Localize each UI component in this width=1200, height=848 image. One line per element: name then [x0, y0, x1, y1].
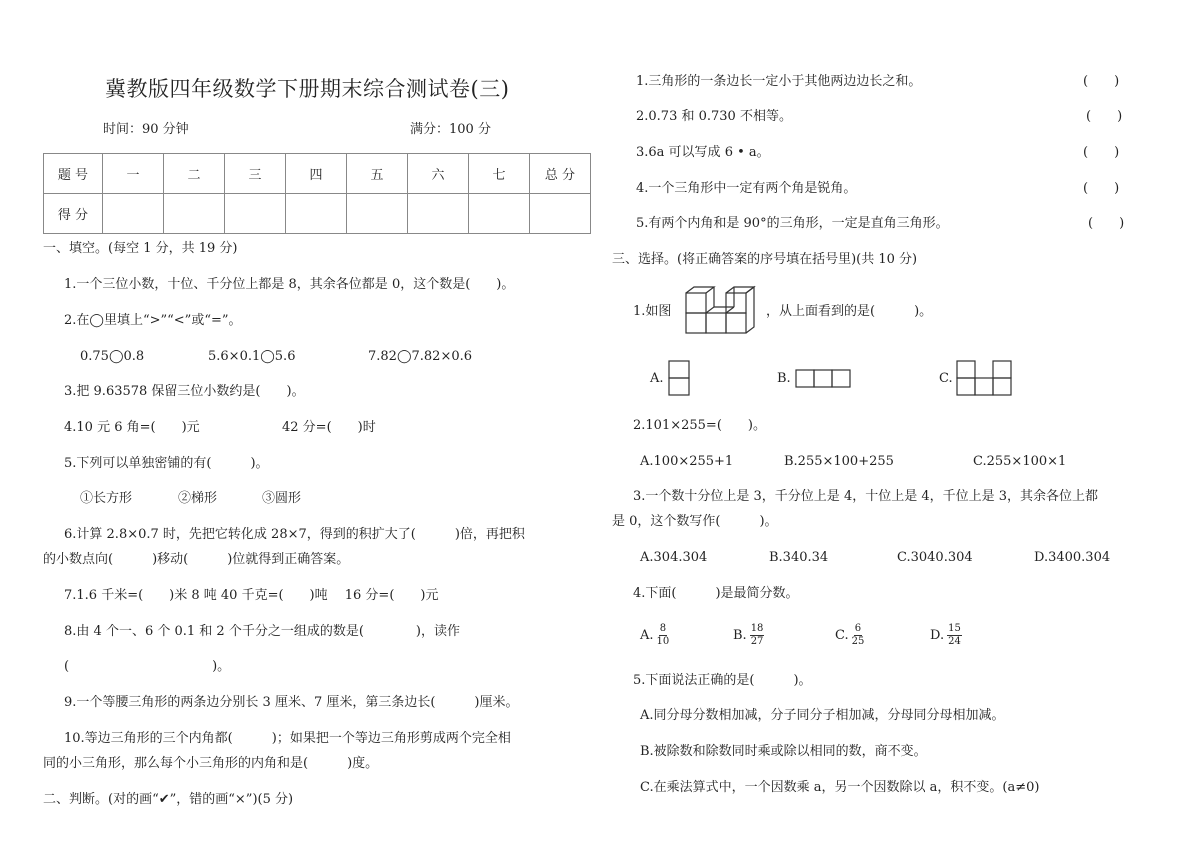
choice-option[interactable] [640, 623, 669, 648]
exam-full-score: 满分：100 分 [410, 122, 491, 137]
answer-paren[interactable]: ( ) [1088, 216, 1125, 231]
fraction-denominator: 24 [948, 636, 961, 647]
choice-option[interactable]: B.被除数和除数同时乘或除以相同的数，商不变。 [640, 744, 927, 759]
question-text: 1.如图 [633, 304, 672, 319]
choice-option[interactable]: C.255×100×1 [973, 454, 1067, 469]
option-b-figure [795, 369, 851, 388]
fraction-numerator: 8 [659, 623, 667, 634]
question-text: 2.101×255=( )。 [633, 418, 766, 433]
score-table-cell: 七 [469, 154, 530, 194]
choice-option[interactable]: B.340.34 [769, 550, 829, 565]
score-table-cell: 得 分 [44, 194, 103, 234]
score-table-cell: 四 [286, 154, 347, 194]
answer-paren[interactable]: ( ) [1083, 181, 1120, 196]
question-text: ( )。 [64, 659, 231, 674]
choice-option[interactable]: C.3040.304 [897, 550, 973, 565]
question-text: 3.把 9.63578 保留三位小数约是( )。 [64, 384, 305, 399]
score-table-cell: 总 分 [530, 154, 591, 194]
answer-paren[interactable]: ( ) [1086, 109, 1123, 124]
question-text: 9.一个等腰三角形的两条边分别长 3 厘米、7 厘米，第三条边长( )厘米。 [64, 695, 519, 710]
score-table-cell: 三 [225, 154, 286, 194]
cube-figure-icon [686, 287, 758, 335]
question-option: ②梯形 [178, 491, 218, 506]
choice-option[interactable] [835, 623, 864, 648]
question-text: 7.1.6 千米=( )米 8 吨 40 千克=( )吨 16 分=( )元 [64, 588, 439, 603]
answer-paren[interactable]: ( ) [1083, 74, 1120, 89]
option-c-figure [956, 360, 1014, 397]
score-input-cell[interactable] [469, 194, 530, 234]
score-input-cell[interactable] [347, 194, 408, 234]
fraction-denominator: 25 [851, 636, 865, 647]
fraction-numerator: 6 [854, 623, 862, 634]
score-table-header-row [44, 154, 591, 194]
score-table-cell: 题 号 [44, 154, 103, 194]
question-text: 42 分=( )时 [282, 420, 376, 435]
question-text: 6.计算 2.8×0.7 时，先把它转化成 28×7，得到的积扩大了( )倍，再把积 [64, 527, 525, 542]
judge-item: 5.有两个内角和是 90°的三角形，一定是直角三角形。 [636, 216, 949, 231]
choice-option[interactable] [733, 623, 764, 648]
option-letter: B. [733, 628, 747, 643]
choice-option[interactable]: A.同分母分数相加减，分子同分子相加减，分母同分母相加减。 [640, 708, 1005, 723]
section-heading-judge: 二、判断。(对的画“✔”，错的画“×”)(5 分) [43, 792, 294, 807]
judge-item: 2.0.73 和 0.730 不相等。 [636, 109, 792, 124]
fraction [947, 623, 962, 648]
choice-option[interactable]: A.304.304 [640, 550, 708, 565]
score-input-cell[interactable] [225, 194, 286, 234]
question-option: 0.75◯0.8 [80, 349, 145, 364]
question-text: 8.由 4 个一、6 个 0.1 和 2 个千分之一组成的数是( )，读作 [64, 624, 460, 639]
score-table-score-row [44, 194, 591, 234]
answer-paren[interactable]: ( ) [1083, 145, 1120, 160]
score-input-cell[interactable] [164, 194, 225, 234]
option-letter: D. [930, 628, 945, 643]
section-heading-fill: 一、填空。(每空 1 分，共 19 分) [43, 241, 238, 256]
option-label: B. [777, 371, 791, 386]
section-heading-choice: 三、选择。(将正确答案的序号填在括号里)(共 10 分) [612, 252, 918, 267]
score-table-cell: 二 [164, 154, 225, 194]
choice-option[interactable] [930, 623, 962, 648]
question-text: 10.等边三角形的三个内角都( )；如果把一个等边三角形剪成两个完全相 [64, 731, 511, 746]
score-table-cell: 五 [347, 154, 408, 194]
option-a-figure [668, 360, 690, 396]
score-input-cell[interactable] [286, 194, 347, 234]
question-text: 的小数点向( )移动( )位就得到正确答案。 [43, 552, 350, 567]
score-input-cell[interactable] [530, 194, 591, 234]
question-text: 是 0，这个数写作( )。 [612, 514, 778, 529]
choice-option[interactable]: D.3400.304 [1034, 550, 1111, 565]
exam-time: 时间：90 分钟 [103, 122, 189, 137]
choice-option[interactable]: A.100×255+1 [640, 454, 734, 469]
option-label: A. [650, 371, 664, 386]
question-option: ①长方形 [80, 491, 133, 506]
score-table [43, 153, 591, 234]
question-option: 5.6×0.1◯5.6 [208, 349, 296, 364]
option-letter: C. [835, 628, 849, 643]
fraction-denominator: 27 [750, 636, 764, 647]
question-option: 7.82◯7.82×0.6 [368, 349, 473, 364]
fraction-numerator: 15 [948, 623, 961, 634]
fraction [750, 623, 765, 648]
score-table-cell: 六 [408, 154, 469, 194]
question-text: 2.在◯里填上“>”“<”或“=”。 [64, 313, 242, 328]
question-text: ，从上面看到的是( )。 [766, 304, 933, 319]
choice-option[interactable]: C.在乘法算式中，一个因数乘 a，另一个因数除以 a，积不变。(a≠0) [640, 780, 1040, 795]
judge-item: 1.三角形的一条边长一定小于其他两边边长之和。 [636, 74, 922, 89]
question-text: 1.一个三位小数，十位、千分位上都是 8，其余各位都是 0，这个数是( )。 [64, 277, 515, 292]
judge-item: 3.6a 可以写成 6 • a。 [636, 145, 770, 160]
choice-option[interactable]: B.255×100+255 [784, 454, 894, 469]
question-text: 4.下面( )是最简分数。 [633, 586, 799, 601]
judge-item: 4.一个三角形中一定有两个角是锐角。 [636, 181, 857, 196]
score-input-cell[interactable] [103, 194, 164, 234]
fraction [852, 623, 865, 648]
question-text: 3.一个数十分位上是 3，千分位上是 4，十位上是 4，千位上是 3，其余各位上都 [633, 489, 1099, 504]
fraction-denominator: 10 [656, 636, 670, 647]
question-text: 同的小三角形，那么每个小三角形的内角和是( )度。 [43, 756, 379, 771]
page-title: 冀教版四年级数学下册期末综合测试卷(三) [105, 77, 510, 101]
fraction-numerator: 18 [750, 623, 764, 634]
score-input-cell[interactable] [408, 194, 469, 234]
score-table-cell: 一 [103, 154, 164, 194]
fraction [657, 623, 670, 648]
question-text: 4.10 元 6 角=( )元 [64, 420, 200, 435]
question-text: 5.下面说法正确的是( )。 [633, 673, 812, 688]
option-label: C. [939, 371, 953, 386]
option-letter: A. [640, 628, 654, 643]
question-text: 5.下列可以单独密铺的有( )。 [64, 456, 269, 471]
question-option: ③圆形 [262, 491, 302, 506]
